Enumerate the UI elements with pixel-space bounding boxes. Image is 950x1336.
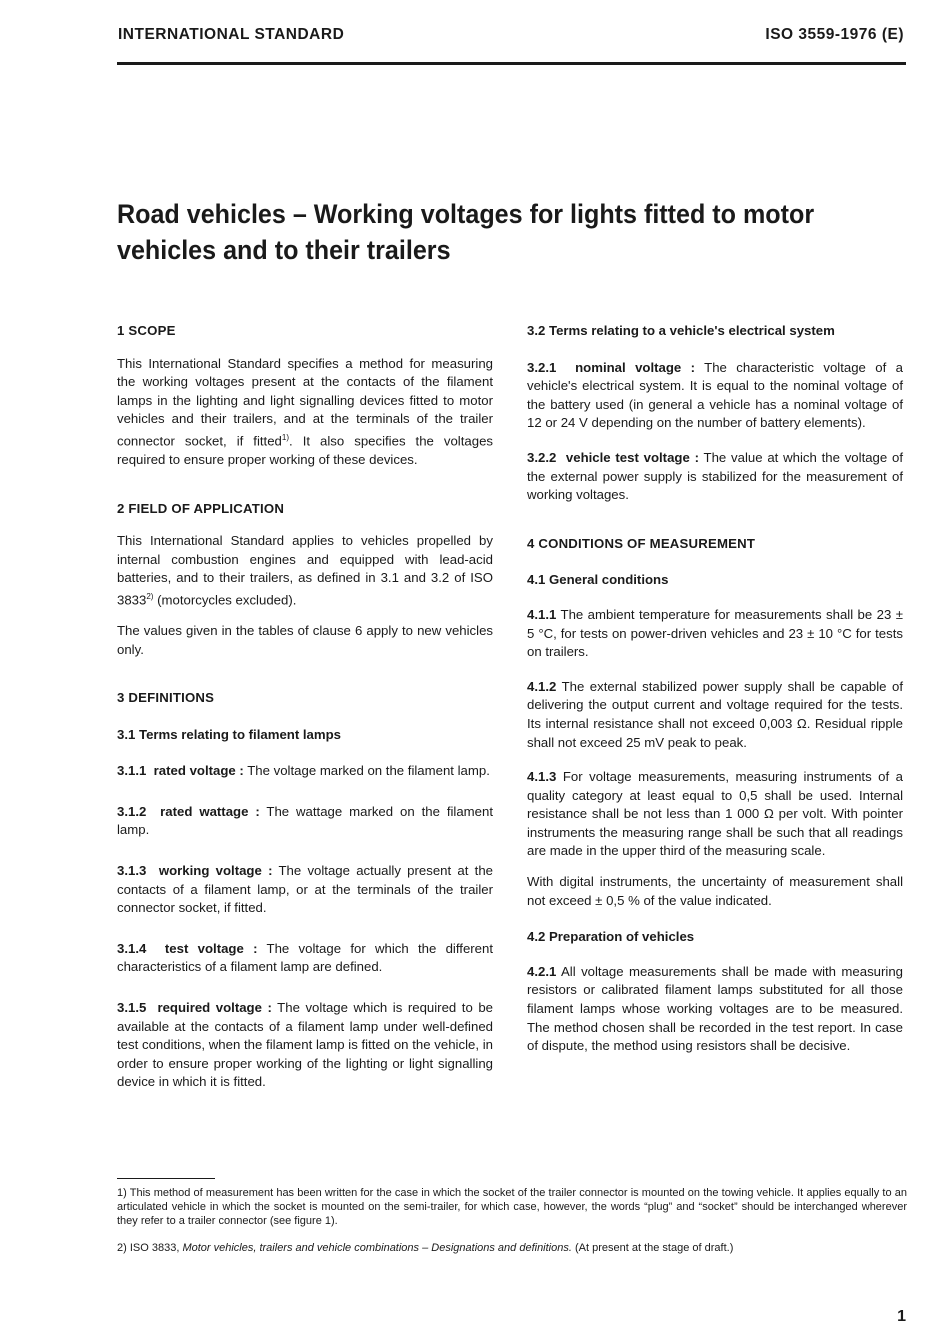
definition-3-1-5: 3.1.5 required voltage : The voltage which is required to be available at the contacts of a filament lamp under well-defined test conditions, when the filament lamp is fitted on the vehicle, in order to ensure proper working of the lighting or light signalling device in which it is fitted. <box>117 1000 494 1090</box>
footnote-1: 1) This method of measurement has been written for the case in which the socket of the trailer connector is mounted on the towing vehicle. It applies equally to an articulated vehicle in which the socket is mounted on the semi-trailer, for which case, however, the words “plug” and “socket” should be interchanged wherever they refer to a trailer connector (see figure 1). <box>117 1187 907 1227</box>
section-3-1-heading: 3.1 Terms relating to filament lamps <box>117 726 342 742</box>
header-standard-label: INTERNATIONAL STANDARD <box>118 26 345 43</box>
left-column <box>117 322 493 1092</box>
definition-3-2-1: 3.2.1 nominal voltage : The characteristic voltage of a vehicle's electrical system. It is equal to the nominal voltage of the battery used (in general a vehicle has a nominal voltage of 12 or 24 V depending on the number of battery elements). <box>527 359 903 431</box>
section-1-heading: 1 SCOPE <box>117 323 176 338</box>
section-4-2-heading: 4.2 Preparation of vehicles <box>527 929 695 945</box>
section-3-2-heading: 3.2 Terms relating to a vehicle's electrical system <box>527 323 835 338</box>
definition-3-1-3: 3.1.3 working voltage : The voltage actually present at the contacts of a filament lamp, or at the terminals of the trailer connector socket, if fitted. <box>117 863 493 916</box>
section-2-paragraph-2: The values given in the tables of clause 6 apply to new vehicles only. <box>117 622 493 657</box>
header-rule <box>117 62 906 65</box>
page-number: 1 <box>897 1308 906 1325</box>
right-column <box>527 322 903 1056</box>
paragraph-4-1-3: 4.1.3 For voltage measurements, measuring instruments of a quality category at least equal to 0,5 shall be used. Internal resistance shall be not less than 1 000 Ω per volt. With pointer instruments the measuring range shall be such that all readings are made in the upper third of the measuring scale. <box>527 769 903 859</box>
section-4-heading: 4 CONDITIONS OF MEASUREMENT <box>527 535 756 551</box>
paragraph-4-2-1: 4.2.1 All voltage measurements shall be made with measuring resistors or calibrated filament lamps substituted for all those filament lamps whose working voltages are to be measured. The method chosen shall be recorded in the test report. In case of dispute, the method using resistors shall be decisive. <box>527 963 903 1054</box>
paragraph-4-1-1: 4.1.1 The ambient temperature for measurements shall be 23 ± 5 °C, for tests on power-driven vehicles and 23 ± 10 °C for tests on trailers. <box>527 606 903 660</box>
definition-3-1-4: 3.1.4 test voltage : The voltage for which the different characteristics of a filament lamp are defined. <box>117 940 494 975</box>
section-2-heading: 2 FIELD OF APPLICATION <box>117 500 285 516</box>
footnote-ref-1: 1) <box>281 432 290 442</box>
footnote-rule <box>117 1178 215 1179</box>
footnote-ref-2: 2) <box>146 591 154 601</box>
footnote-2: 2) ISO 3833, Motor vehicles, trailers and vehicle combinations – Designations and definitions. (At present at the stage of draft.) <box>117 1242 734 1254</box>
section-4-1-heading: 4.1 General conditions <box>527 572 669 588</box>
section-2-paragraph: This International Standard applies to vehicles propelled by internal combustion engines and equipped with lead-acid batteries, and to their trailers, as defined in 3.1 and 3.2 of ISO 3833$^{2)}$ (motorcycles excluded). <box>117 533 493 608</box>
definition-3-2-2: 3.2.2 vehicle test voltage : The value at which the voltage of the external power supply is stabilized for the measurement of working voltages. <box>527 449 904 503</box>
definition-3-1-2: 3.1.2 rated wattage : The wattage marked on the filament lamp. <box>117 803 494 838</box>
definition-3-1-1: 3.1.1 rated voltage : The voltage marked on the filament lamp. <box>117 763 490 779</box>
section-3-heading: 3 DEFINITIONS <box>117 690 215 706</box>
section-1-paragraph: This International Standard specifies a method for measuring the working voltages present at the contacts of the filament lamps in the lighting and light signalling devices fitted to motor vehicles and their trailers, and at the terminals of the trailer connector socket, if fitted$^{1)}$. It also specifies the voltages required to ensure proper working of these devices. <box>117 355 494 467</box>
paragraph-4-1-3-continued: With digital instruments, the uncertainty of measurement shall not exceed ± 0,5 % of the value indicated. <box>527 874 903 908</box>
paragraph-4-1-2: 4.1.2 The external stabilized power supply shall be capable of delivering the output current and voltage required for the tests. Its internal resistance shall not exceed 0,003 Ω. Residual ripple shall not exceed 25 mV peak to peak. <box>527 678 903 750</box>
header-document-number: ISO 3559-1976 (E) <box>765 26 904 43</box>
document-title: Road vehicles – Working voltages for lights fitted to motor vehicles and to their trailers <box>117 199 815 265</box>
